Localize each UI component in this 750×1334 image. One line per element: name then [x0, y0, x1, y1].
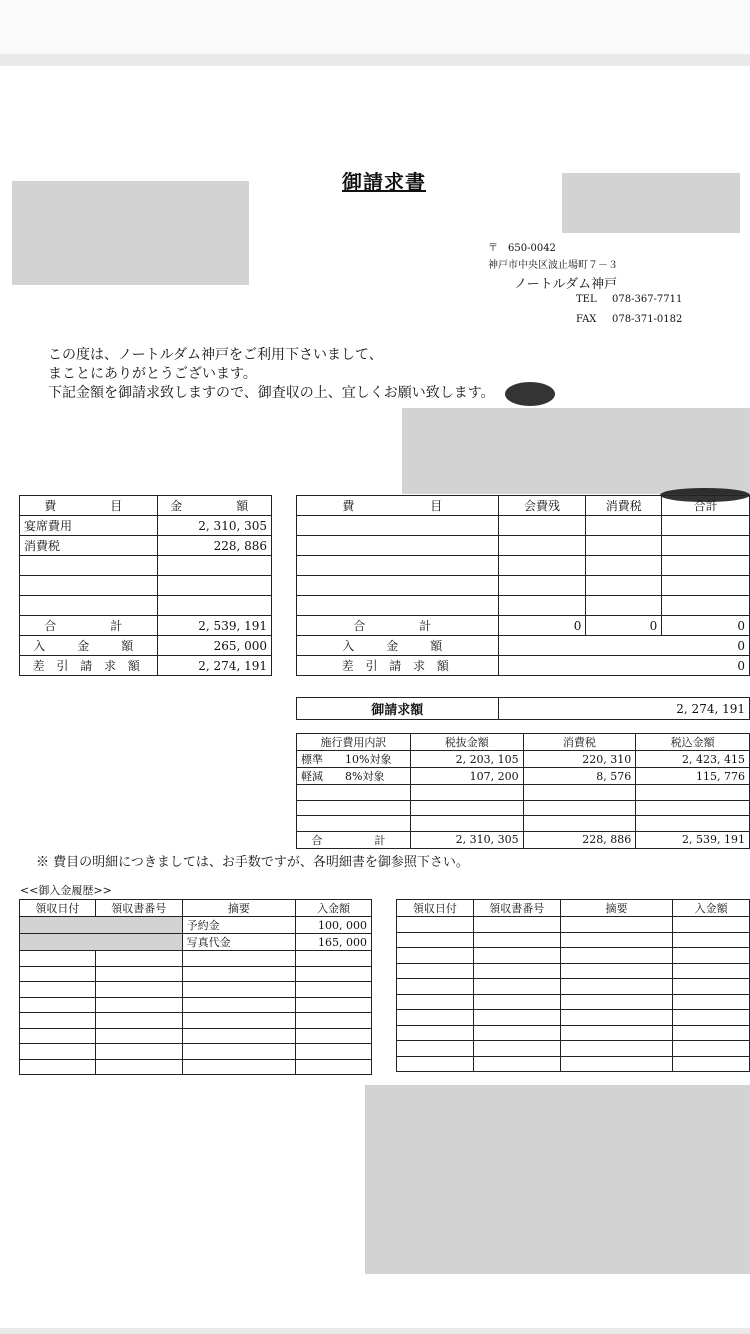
total-value: 2, 539, 191 — [157, 616, 272, 636]
item-name: 宴席費用 — [20, 516, 158, 536]
table-row — [20, 917, 372, 934]
breakdown-table — [296, 733, 750, 849]
history-header-date: 領収日付 — [20, 900, 96, 917]
breakdown-category: 標準 10%対象 — [297, 751, 411, 768]
history-summary: 予約金 — [182, 917, 296, 934]
table-row — [397, 963, 750, 979]
total-tax: 0 — [586, 616, 662, 636]
breakdown-header: 消費税 — [523, 734, 636, 751]
table-row — [297, 516, 750, 536]
payment-history-left — [19, 899, 372, 1075]
greeting-line-2: まことにありがとうございます。 — [48, 366, 257, 382]
right-summary-table — [296, 495, 750, 676]
redacted-recipient — [12, 181, 249, 285]
payment-history-right — [396, 899, 750, 1072]
total-row — [297, 831, 750, 848]
greeting — [48, 346, 495, 403]
table-row — [397, 1010, 750, 1026]
viewer-top-bar — [0, 0, 750, 54]
item-amount: 228, 886 — [157, 536, 272, 556]
history-amount: 100, 000 — [296, 917, 372, 934]
table-row — [20, 536, 272, 556]
history-header-date: 領収日付 — [397, 900, 474, 917]
history-summary: 写真代金 — [182, 934, 296, 951]
breakdown-header: 施行費用内訳 — [297, 734, 411, 751]
balance-label: 差 引 請 求 額 — [297, 656, 499, 676]
invoice-total-value: 2, 274, 191 — [498, 698, 749, 720]
payment-history-label: <<御入金履歴>> — [20, 884, 112, 897]
table-row — [297, 816, 750, 832]
invoice-total-label: 御請求額 — [297, 698, 499, 720]
history-amount: 165, 000 — [296, 934, 372, 951]
balance-row — [297, 656, 750, 676]
header-item: 費 目 — [297, 496, 499, 516]
table-row — [397, 1056, 750, 1072]
breakdown-pretax: 107, 200 — [410, 768, 523, 785]
breakdown-taxincl: 2, 423, 415 — [636, 751, 750, 768]
sender-tel: 078-367-7711 — [612, 294, 683, 305]
table-row — [297, 556, 750, 576]
table-row — [20, 596, 272, 616]
sender-fax: 078-371-0182 — [612, 314, 683, 325]
table-row — [20, 997, 372, 1013]
paid-label: 入 金 額 — [20, 636, 158, 656]
breakdown-category: 軽減 8%対象 — [297, 768, 411, 785]
breakdown-total-taxincl: 2, 539, 191 — [636, 831, 750, 848]
breakdown-tax: 8, 576 — [523, 768, 636, 785]
invoice-total-table — [296, 697, 750, 720]
table-row — [397, 979, 750, 995]
history-header-amount: 入金額 — [296, 900, 372, 917]
header-tax: 消費税 — [586, 496, 662, 516]
table-row — [20, 982, 372, 998]
item-amount: 2, 310, 305 — [157, 516, 272, 536]
table-row — [297, 751, 750, 768]
finger-smudge — [505, 382, 555, 406]
breakdown-header: 税込金額 — [636, 734, 750, 751]
total-row — [297, 616, 750, 636]
balance-value: 0 — [498, 656, 749, 676]
breakdown-taxincl: 115, 776 — [636, 768, 750, 785]
paid-value: 265, 000 — [157, 636, 272, 656]
sender-tel-label: TEL — [576, 294, 597, 305]
breakdown-total-label: 合 計 — [297, 831, 411, 848]
history-header-amount: 入金額 — [673, 900, 750, 917]
history-header-summary: 摘要 — [182, 900, 296, 917]
table-row — [297, 800, 750, 816]
sender-fax-label: FAX — [576, 314, 597, 325]
table-row — [20, 576, 272, 596]
document-title: 御請求書 — [342, 170, 426, 194]
total-remaining: 0 — [498, 616, 586, 636]
left-summary-table — [19, 495, 272, 676]
greeting-line-1: この度は、ノートルダム神戸をご利用下さいまして、 — [48, 347, 383, 363]
item-name: 消費税 — [20, 536, 158, 556]
sender-name: ノートルダム神戸 — [514, 277, 618, 292]
table-row — [397, 948, 750, 964]
table-row — [20, 1013, 372, 1029]
table-row — [20, 934, 372, 951]
total-label: 合 計 — [297, 616, 499, 636]
sender-postal: 〒 650-0042 — [488, 243, 556, 254]
table-row — [297, 576, 750, 596]
table-row — [20, 1044, 372, 1060]
header-remaining: 会費残 — [498, 496, 586, 516]
header-sum: 合計 — [662, 496, 750, 516]
table-row — [397, 1025, 750, 1041]
sender-address: 神戸市中央区波止場町７－３ — [488, 260, 618, 271]
paid-row — [20, 636, 272, 656]
paid-row — [297, 636, 750, 656]
table-row — [20, 966, 372, 982]
paid-value: 0 — [498, 636, 749, 656]
table-row — [297, 768, 750, 785]
total-label: 合 計 — [20, 616, 158, 636]
balance-row — [20, 656, 272, 676]
breakdown-tax: 220, 310 — [523, 751, 636, 768]
total-row — [20, 616, 272, 636]
table-row — [20, 1028, 372, 1044]
table-row — [20, 951, 372, 967]
breakdown-header: 税抜金額 — [410, 734, 523, 751]
table-row — [297, 596, 750, 616]
paid-label: 入 金 額 — [297, 636, 499, 656]
redacted-area-right — [402, 408, 750, 494]
redacted-bottom-area — [365, 1085, 750, 1274]
table-row — [397, 994, 750, 1010]
detail-note: ※ 費目の明細につきましては、お手数ですが、各明細書を御参照下さい。 — [36, 855, 469, 870]
history-header-receipt: 領収書番号 — [473, 900, 560, 917]
table-row — [397, 932, 750, 948]
balance-label: 差 引 請 求 額 — [20, 656, 158, 676]
table-row — [20, 516, 272, 536]
table-row — [20, 1059, 372, 1075]
table-row — [397, 917, 750, 933]
table-row — [20, 556, 272, 576]
breakdown-total-pretax: 2, 310, 305 — [410, 831, 523, 848]
table-row — [397, 1041, 750, 1057]
total-sum: 0 — [662, 616, 750, 636]
header-amount: 金 額 — [157, 496, 272, 516]
greeting-line-3: 下記金額を御請求致しますので、御査収の上、宜しくお願い致します。 — [48, 385, 495, 401]
breakdown-total-tax: 228, 886 — [523, 831, 636, 848]
history-header-receipt: 領収書番号 — [95, 900, 182, 917]
table-row — [297, 536, 750, 556]
breakdown-pretax: 2, 203, 105 — [410, 751, 523, 768]
redacted-stamp — [562, 173, 740, 233]
history-header-summary: 摘要 — [560, 900, 673, 917]
balance-value: 2, 274, 191 — [157, 656, 272, 676]
table-row — [297, 785, 750, 801]
header-item: 費 目 — [20, 496, 158, 516]
